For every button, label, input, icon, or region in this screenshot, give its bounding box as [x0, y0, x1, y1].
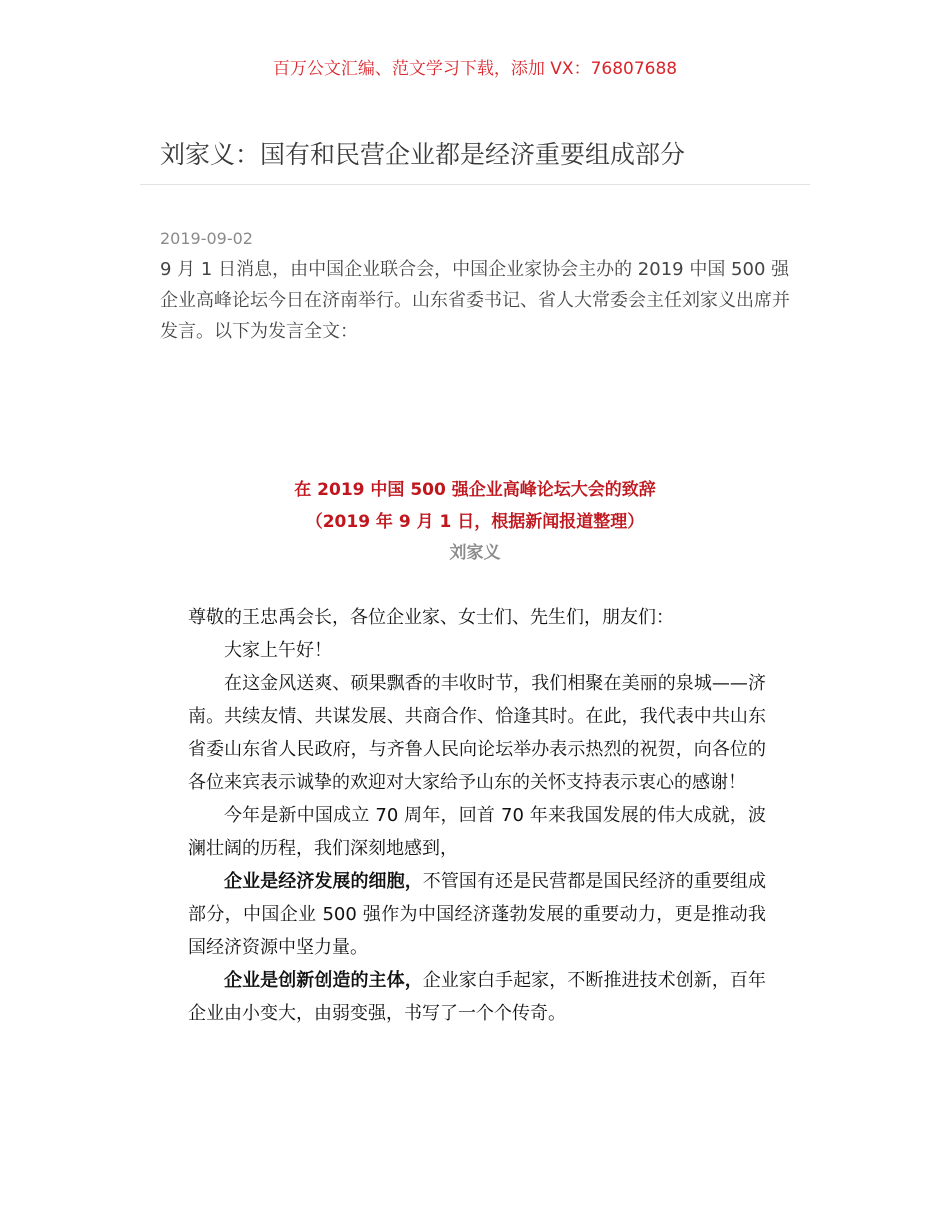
speech-paragraph-welcome: 在这金风送爽、硕果飘香的丰收时节，我们相聚在美丽的泉城——济南。共续友情、共谋发展、共商合作、恰逢其时。在此，我代表中共山东省委山东省人民政府，与齐鲁人民向论坛举办表示热烈的祝贺，向各位的各位来宾表示诚挚的欢迎对大家给予山东的关怀支持表示衷心的感谢！: [188, 673, 766, 793]
speech-heading-title: 在 2019 中国 500 强企业高峰论坛大会的致辞: [294, 480, 656, 500]
speech-heading: [0, 474, 950, 538]
article-intro: 9 月 1 日消息，由中国企业联合会，中国企业家协会主办的 2019 中国 500 强企业高峰论坛今日在济南举行。山东省委书记、省人大常委会主任刘家义出席并发言。以下为发言全文：: [160, 259, 790, 342]
publish-date: 2019-09-02: [160, 229, 253, 248]
speech-author: 刘家义: [449, 543, 501, 563]
speech-point-innovation: [188, 964, 766, 1030]
speech-point-innovation-text: 企业家白手起家，不断推进技术创新，百年企业由小变大，由弱变强，书写了一个个传奇。: [188, 970, 767, 1024]
speech-greeting: 大家上午好！: [224, 640, 332, 661]
article-title: 刘家义：国有和民营企业都是经济重要组成部分: [160, 140, 686, 169]
speech-point-economy: [188, 865, 766, 964]
speech-point-innovation-lead: 企业是创新创造的主体，: [224, 970, 423, 991]
speech-point-economy-lead: 企业是经济发展的细胞，: [224, 871, 423, 892]
speech-salutation: 尊敬的王忠禹会长，各位企业家、女士们、先生们，朋友们：: [188, 607, 674, 628]
speech-paragraph-anniversary: 今年是新中国成立 70 周年，回首 70 年来我国发展的伟大成就，波澜壮阔的历程，我们深刻地感到，: [188, 805, 766, 859]
header-contact-note: 百万公文汇编、范文学习下载，添加 VX：76807688: [272, 59, 678, 79]
speech-point-economy-text: 不管国有还是民营都是国民经济的重要组成部分，中国企业 500 强作为中国经济蓬勃发展的重要动力，更是推动我国经济资源中坚力量。: [188, 871, 767, 958]
title-divider: [140, 184, 810, 185]
speech-heading-date-note: （2019 年 9 月 1 日，根据新闻报道整理）: [305, 512, 645, 532]
speech-body: [188, 601, 766, 1030]
